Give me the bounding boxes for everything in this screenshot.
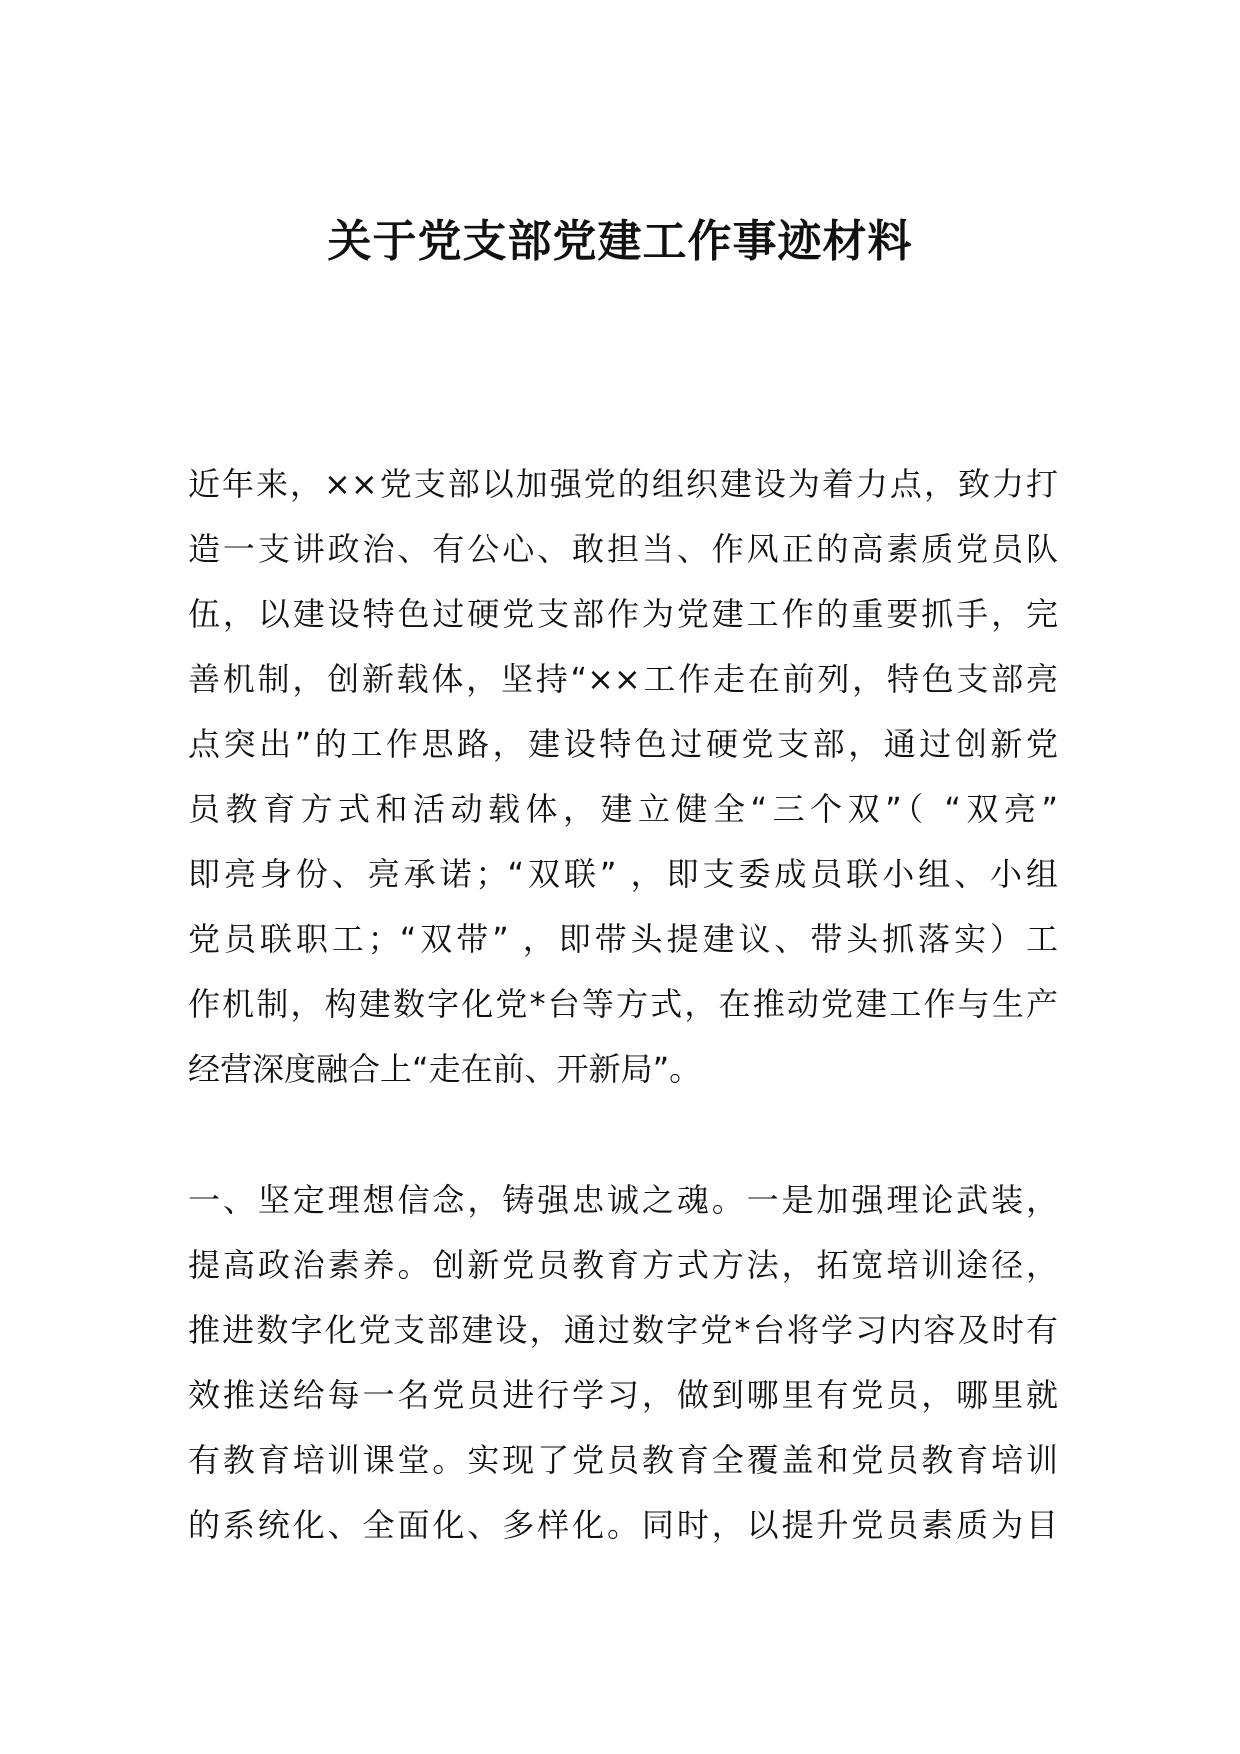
paragraph-section-one bbox=[188, 1168, 1058, 1558]
text-line: 作机制，构建数字化党*台等方式，在推动党建工作与生产 bbox=[188, 985, 1058, 1023]
text-line: 的系统化、全面化、多样化。同时，以提升党员素质为目 bbox=[188, 1506, 1058, 1544]
text-line: 造一支讲政治、有公心、敢担当、作风正的高素质党员队 bbox=[188, 530, 1058, 568]
text-line: 员教育方式和活动载体，建立健全“三个双”（ “双亮” bbox=[188, 790, 1058, 828]
text-line: 即亮身份、亮承诺；“双联” ，即支委成员联小组、小组 bbox=[188, 855, 1058, 893]
text-line: 点突出”的工作思路，建设特色过硬党支部，通过创新党 bbox=[188, 725, 1058, 763]
text-line: 近年来，××党支部以加强党的组织建设为着力点，致力打 bbox=[188, 465, 1058, 503]
paragraph-intro bbox=[188, 452, 1058, 1102]
text-line: 效推送给每一名党员进行学习，做到哪里有党员，哪里就 bbox=[188, 1376, 1058, 1414]
text-line: 经营深度融合上“走在前、开新局”。 bbox=[188, 1050, 702, 1088]
text-line: 善机制，创新载体，坚持“××工作走在前列，特色支部亮 bbox=[188, 660, 1058, 698]
text-line: 有教育培训课堂。实现了党员教育全覆盖和党员教育培训 bbox=[188, 1441, 1058, 1479]
text-line: 伍，以建设特色过硬党支部作为党建工作的重要抓手，完 bbox=[188, 595, 1058, 633]
document-title: 关于党支部党建工作事迹材料 bbox=[327, 216, 913, 267]
text-line: 一、坚定理想信念，铸强忠诚之魂。一是加强理论武装， bbox=[188, 1181, 1058, 1219]
text-line: 提高政治素养。创新党员教育方式方法，拓宽培训途径， bbox=[188, 1246, 1058, 1284]
text-line: 推进数字化党支部建设，通过数字党*台将学习内容及时有 bbox=[188, 1311, 1058, 1349]
text-line: 党员联职工；“双带” ，即带头提建议、带头抓落实）工 bbox=[188, 920, 1058, 958]
